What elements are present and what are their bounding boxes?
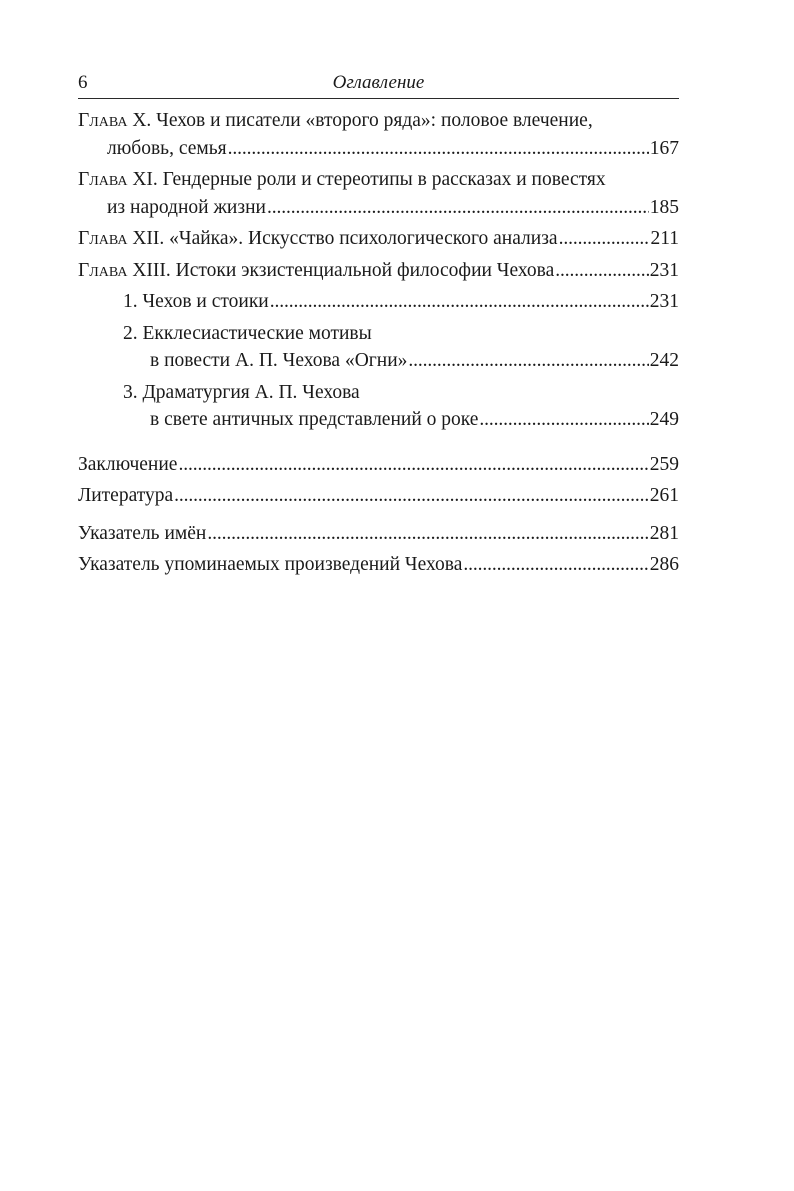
toc-entry-title: Литература (78, 485, 174, 506)
chapter-label: Глава (78, 228, 128, 249)
dot-leader (408, 347, 648, 375)
toc-entry-conclusion[interactable] (78, 451, 679, 479)
page-header (78, 70, 679, 99)
table-of-contents (78, 107, 679, 579)
dot-leader (270, 288, 649, 316)
toc-entry-title (78, 107, 679, 135)
dot-leader (207, 520, 648, 548)
dot-leader (178, 451, 648, 479)
page-ref: 242 (649, 350, 679, 371)
page-number: 6 (78, 72, 88, 93)
page-ref: 261 (649, 485, 679, 506)
toc-entry-title (78, 225, 558, 253)
page-ref: 231 (649, 259, 679, 281)
chapter-title-line2: любовь, семья (107, 137, 227, 159)
page-ref: 259 (649, 453, 679, 475)
toc-entry-title (78, 166, 679, 194)
section-title-line2: в свете античных представлений о роке (150, 409, 479, 430)
page-ref: 185 (649, 196, 679, 218)
section-title-line1: 3. Драматургия А. П. Чехова (123, 381, 360, 403)
dot-leader (479, 406, 648, 434)
toc-entry-name-index[interactable] (78, 520, 679, 548)
chapter-label: Глава (78, 169, 128, 190)
page-ref: 231 (649, 291, 679, 312)
chapter-title-line2: из народной жизни (107, 196, 266, 218)
page-ref: 211 (650, 228, 679, 249)
dot-leader (555, 257, 649, 285)
toc-entry-section-1[interactable] (78, 288, 679, 316)
toc-entry-chapter-13[interactable] (78, 257, 679, 285)
section-title-line2: в повести А. П. Чехова «Огни» (150, 350, 408, 371)
page-ref: 249 (649, 409, 679, 430)
chapter-title-line1: XI. Гендерные роли и стереотипы в рассказах и повестях (132, 169, 606, 190)
page-ref: 286 (649, 554, 679, 575)
dot-leader (559, 225, 650, 253)
toc-entry-title: Заключение (78, 453, 178, 475)
running-head: Оглавление (332, 72, 425, 93)
toc-entry-literature[interactable] (78, 482, 679, 510)
dot-leader (228, 135, 649, 163)
chapter-label: Глава (78, 110, 128, 131)
toc-entry-section-2[interactable] (78, 320, 679, 375)
chapter-title: XII. «Чайка». Искусство психологического анализа (132, 228, 558, 249)
dot-leader (463, 551, 648, 579)
toc-entry-title: Указатель упоминаемых произведений Чехова (78, 554, 463, 575)
page-ref: 167 (649, 137, 679, 159)
toc-entry-chapter-10[interactable] (78, 107, 679, 162)
page-ref: 281 (649, 522, 679, 544)
toc-entry-chapter-11[interactable] (78, 166, 679, 221)
chapter-title-line1: X. Чехов и писатели «второго ряда»: половое влечение, (132, 110, 593, 131)
toc-entry-works-index[interactable] (78, 551, 679, 579)
dot-leader (267, 194, 649, 222)
toc-entry-section-3[interactable] (78, 379, 679, 434)
section-title-line1: 2. Екклесиастические мотивы (123, 322, 372, 344)
chapter-label: Глава (78, 259, 128, 281)
toc-entry-title: Указатель имён (78, 522, 207, 544)
toc-entry-title (78, 257, 554, 285)
chapter-title: XIII. Истоки экзистенциальной философии Чехова (132, 259, 555, 281)
toc-entry-chapter-12[interactable] (78, 225, 679, 253)
section-title: 1. Чехов и стоики (123, 291, 269, 312)
dot-leader (174, 482, 649, 510)
